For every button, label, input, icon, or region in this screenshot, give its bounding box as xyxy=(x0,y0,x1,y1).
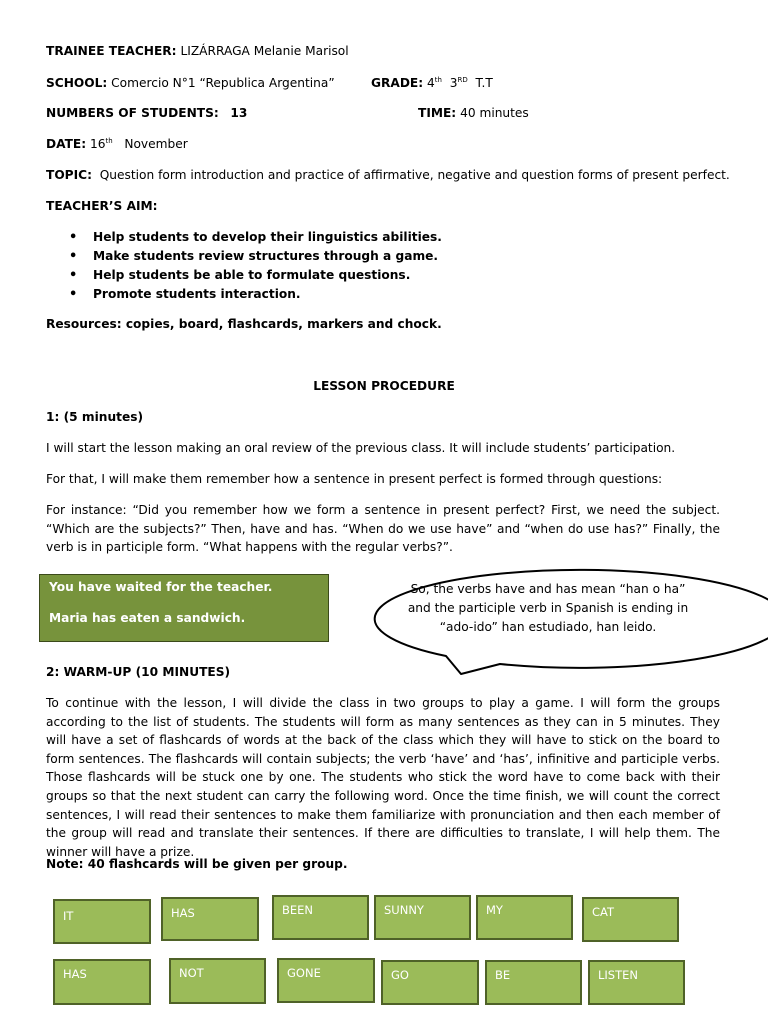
flashcard xyxy=(374,895,471,940)
grade-num2: 3 xyxy=(449,76,458,90)
flashcard-label: SUNNY xyxy=(384,903,424,917)
school-value: Comercio N°1 “Republica Argentina” xyxy=(111,76,335,90)
flashcard xyxy=(277,958,375,1003)
grade-sup2: RD xyxy=(457,76,468,84)
grade-sup1: th xyxy=(434,76,442,84)
paragraph-1: I will start the lesson making an oral review of the previous class. It will include students’ participation. xyxy=(46,441,676,455)
trainee-label: TRAINEE TEACHER: xyxy=(46,44,177,58)
step2-title: 2: WARM-UP (10 MINUTES) xyxy=(46,665,231,679)
flashcard xyxy=(169,958,266,1004)
procedure-title: LESSON PROCEDURE xyxy=(313,379,455,393)
aim-item: • Help students be able to formulate questions. xyxy=(46,267,442,286)
resources-line: Resources: copies, board, flashcards, markers and chock. xyxy=(46,317,442,331)
example-sentence-1: You have waited for the teacher. xyxy=(49,580,273,594)
date-label: DATE: xyxy=(46,137,87,151)
grade-suffix: T.T xyxy=(475,76,493,90)
topic-label: TOPIC: xyxy=(46,168,92,182)
flashcard xyxy=(582,897,679,942)
flashcard-label: NOT xyxy=(179,966,204,980)
date-day: 16 xyxy=(90,137,106,151)
flashcard xyxy=(53,959,151,1005)
flashcard-label: GONE xyxy=(287,966,321,980)
flashcard-label: CAT xyxy=(592,905,615,919)
aim-label: TEACHER’S AIM: xyxy=(46,199,158,213)
example-sentence-2: Maria has eaten a sandwich. xyxy=(49,611,246,625)
time-label: TIME: xyxy=(418,106,457,120)
flashcard xyxy=(272,895,369,940)
flashcard-label: BE xyxy=(495,968,511,982)
aim-item: • Help students to develop their linguistics abilities. xyxy=(46,229,442,248)
grade-label: GRADE: xyxy=(371,76,424,90)
flashcard xyxy=(485,960,582,1005)
flashcard xyxy=(381,960,479,1005)
flashcard-label: HAS xyxy=(63,967,87,981)
students-value: 13 xyxy=(230,106,248,120)
flashcard-label: BEEN xyxy=(282,903,314,917)
step1-title: 1: (5 minutes) xyxy=(46,410,144,424)
time-value: 40 minutes xyxy=(460,106,529,120)
date-month: November xyxy=(124,137,188,151)
date-sup: th xyxy=(105,137,113,145)
aim-item: • Promote students interaction. xyxy=(46,286,442,305)
flashcard xyxy=(53,899,151,944)
speech-bubble-text: So, the verbs have and has mean “han o ha” and the participle verb in Spanish is ending in “ado-ido” han estudiado, han leido. xyxy=(407,582,689,634)
paragraph-2: For that, I will make them remember how a sentence in present perfect is formed through questions: xyxy=(46,472,663,486)
flashcard-label: MY xyxy=(486,903,503,917)
trainee-value: LIZÁRRAGA Melanie Marisol xyxy=(180,44,349,58)
school-label: SCHOOL: xyxy=(46,76,108,90)
aim-item: • Make students review structures through a game. xyxy=(46,248,442,267)
students-label: NUMBERS OF STUDENTS: xyxy=(46,106,219,120)
flashcard xyxy=(476,895,573,940)
paragraph-4: To continue with the lesson, I will divide the class in two groups to play a game. I will form the groups according to the list of students. The students will form as many sentences as they can in 5 minutes. They will have a set of flashcards of words at the back of the class which they will have to stick on the board to form sentences. The flashcards will contain subjects; the verb ‘have’ and ‘has’, infinitive and participle verbs. Those flashcards will be stuck one by one. The students who stick the word have to come back with their groups so that the next student can carry the following word. Once the time finish, we will count the correct sentences, I will read their sentences to make them familiarize with pronunciation and then each member of the group will read and translate their sentences. If there are difficulties to translate, I will help them. The winner will have a prize. xyxy=(46,696,720,859)
note-line: Note: 40 flashcards will be given per group. xyxy=(46,857,348,871)
flashcard xyxy=(161,897,259,941)
flashcard-label: GO xyxy=(391,968,409,982)
flashcard xyxy=(588,960,685,1005)
flashcard-label: HAS xyxy=(171,906,195,920)
topic-value: Question form introduction and practice of affirmative, negative and question forms of present perfect. xyxy=(99,168,730,182)
grade-num1: 4 xyxy=(427,76,435,90)
paragraph-3: For instance: “Did you remember how we form a sentence in present perfect? First, we need the subject. “Which are the subjects?” Then, have and has. “When do we use have” and “when do use has?” Finally, the verb is in participle form. “What happens with the regular verbs?”. xyxy=(46,503,720,555)
flashcard-label: IT xyxy=(63,909,74,923)
flashcard-label: LISTEN xyxy=(598,968,638,982)
